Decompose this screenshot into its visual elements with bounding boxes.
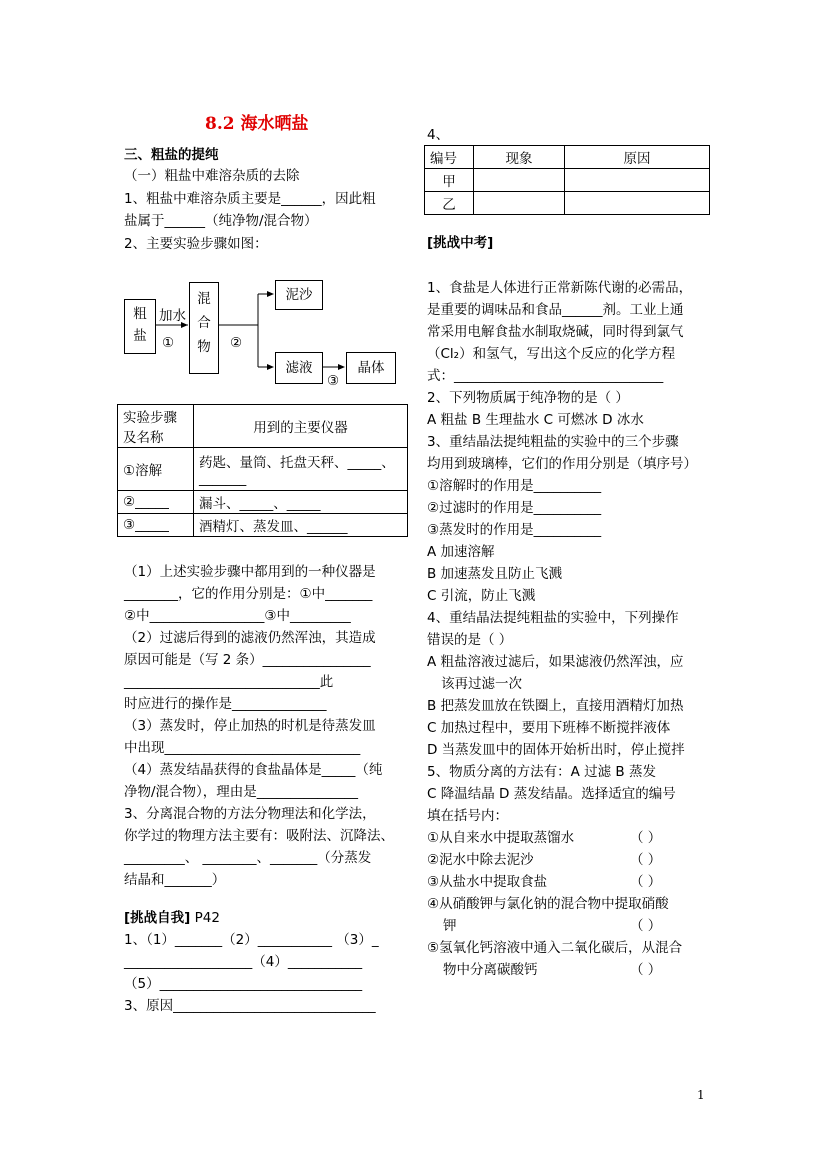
exam-q2-options: A 粗盐 B 生理盐水 C 可燃冰 D 冰水 — [427, 412, 644, 428]
table-cell — [565, 192, 710, 215]
exam-q5-item-5-line-2: 物中分离碳酸钙 — [443, 962, 538, 978]
table-row — [425, 192, 710, 215]
part-2-line-1: （2）过滤后得到的滤液仍然浑浊，其造成 — [124, 630, 376, 646]
exam-q5-item-4-line-1: ④从硝酸钾与氯化钠的混合物中提取硝酸 — [427, 896, 669, 912]
self-answer-line-2: ___________________（4）___________ — [124, 954, 363, 970]
exam-q4-option-c: C 加热过程中，要用下班棒不断搅拌液体 — [427, 720, 671, 736]
exam-q3-option-c: C 引流，防止飞溅 — [427, 588, 536, 604]
crude-salt-box — [124, 299, 156, 354]
table-cell — [474, 169, 565, 192]
table-header: 用到的主要仪器 — [194, 405, 408, 448]
part-1-line-1: （1）上述实验步骤中都用到的一种仪器是 — [124, 564, 376, 580]
table-header: 原因 — [565, 146, 710, 169]
self-answer-reason: 3、原因______________________________ — [124, 998, 376, 1014]
table-cell: 漏斗、_____、_____ — [194, 491, 408, 514]
part-1-line-3: ②中_________________③中_________ — [124, 608, 351, 624]
table-cell: 甲 — [425, 169, 474, 192]
step-3-label: ③ — [327, 373, 340, 389]
table-row — [118, 405, 408, 448]
exam-q5-line-2: C 降温结晶 D 蒸发结晶。选择适宜的编号 — [427, 786, 676, 802]
self-challenge-page: P42 — [194, 910, 220, 926]
exam-q4-option-a-2: 该再过滤一次 — [441, 676, 522, 692]
exam-q3-line-2: 均用到玻璃棒，它们的作用分别是（填序号） — [427, 456, 697, 472]
sand-box — [275, 280, 323, 310]
question-3-line-2: 你学过的物理方法主要有：吸附法、沉降法、 — [124, 828, 394, 844]
table-cell — [474, 192, 565, 215]
exam-q3-line-1: 3、重结晶法提纯粗盐的实验中的三个步骤 — [427, 434, 679, 450]
table-header: 实验步骤及名称 — [118, 405, 194, 448]
exam-q2: 2、下列物质属于纯净物的是（ ） — [427, 390, 629, 406]
table-row — [425, 146, 710, 169]
exam-q4-option-b: B 把蒸发皿放在铁圈上，直接用酒精灯加热 — [427, 698, 684, 714]
exam-q5-item-2: ②泥水中除去泥沙 — [427, 852, 534, 868]
mixture-label: 混合物 — [197, 291, 211, 355]
exam-q5-item-3: ③从盐水中提取食盐 — [427, 874, 548, 890]
exam-q4-line-2: 错误的是（ ） — [427, 632, 513, 648]
question-3-line-1: 3、分离混合物的方法分物理法和化学法， — [124, 806, 376, 822]
sand-label: 泥沙 — [285, 287, 313, 303]
table-cell: 药匙、量筒、托盘天秤、_____、_______ — [194, 448, 408, 491]
exam-q1-line-1: 1、食盐是人体进行正常新陈代谢的必需品， — [427, 280, 693, 296]
table-cell: 乙 — [425, 192, 474, 215]
answer-paren: （ ） — [630, 874, 662, 890]
answer-paren: （ ） — [630, 830, 662, 846]
exam-q3-line-3: ①溶解时的作用是__________ — [427, 478, 602, 494]
exam-q3-option-b: B 加速蒸发且防止飞溅 — [427, 566, 563, 582]
exam-q1-line-3: 常采用电解食盐水制取烧碱，同时得到氯气 — [427, 324, 684, 340]
exam-q5-item-5-line-1: ⑤氢氧化钙溶液中通入二氧化碳后，从混合 — [427, 940, 683, 956]
crystal-box — [346, 352, 396, 384]
exam-q4-option-a-1: A 粗盐溶液过滤后，如果滤液仍然浑浊，应 — [427, 654, 684, 670]
table-header: 现象 — [474, 146, 565, 169]
subsection-heading: （一）粗盐中难溶杂质的去除 — [124, 168, 300, 184]
question-4-label: 4、 — [427, 127, 450, 143]
self-challenge-heading — [124, 909, 220, 927]
question-2: 2、主要实验步骤如图： — [124, 236, 268, 252]
filtrate-label: 滤液 — [285, 360, 313, 376]
table-cell — [565, 169, 710, 192]
table-cell: 酒精灯、蒸发皿、______ — [194, 514, 408, 537]
question-3-line-3: _________、 ________、_______（分蒸发 — [124, 850, 372, 866]
answer-paren: （ ） — [630, 852, 662, 868]
exam-q1-line-5: 式：_______________________________ — [427, 368, 664, 384]
page-title: 8.2 海水晒盐 — [205, 114, 309, 134]
table-row — [118, 448, 408, 491]
table-cell: ①溶解 — [118, 448, 194, 491]
part-3-line-2: 中出现_____________________________ — [124, 740, 361, 756]
table-header: 编号 — [425, 146, 474, 169]
page-number: 1 — [697, 1088, 705, 1102]
exam-q3-option-a: A 加速溶解 — [427, 544, 495, 560]
answer-paren: （ ） — [630, 962, 662, 978]
exam-q3-line-4: ②过滤时的作用是__________ — [427, 500, 602, 516]
self-answer-line-1: 1、（1）_______（2）___________ （3）_ — [124, 932, 379, 948]
question-1-line-2: 盐属于______（纯净物/混合物） — [124, 213, 318, 229]
exam-q5-item-1: ①从自来水中提取蒸馏水 — [427, 830, 575, 846]
steps-table — [117, 404, 408, 537]
step-2-label: ② — [230, 335, 243, 351]
answer-paren: （ ） — [630, 918, 662, 934]
table-row — [425, 169, 710, 192]
exam-q3-line-5: ③蒸发时的作用是__________ — [427, 522, 602, 538]
table-row — [118, 491, 408, 514]
self-challenge-title: [挑战自我] — [124, 910, 191, 926]
question-1-line-1: 1、粗盐中难溶杂质主要是______，因此粗 — [124, 191, 376, 207]
step-1-label: ① — [162, 335, 175, 351]
table-row — [118, 514, 408, 537]
exam-q4-option-d: D 当蒸发皿中的固体开始析出时，停止搅拌 — [427, 742, 685, 758]
exam-q5-line-1: 5、物质分离的方法有：A 过滤 B 蒸发 — [427, 764, 656, 780]
filtrate-box — [275, 352, 323, 384]
exam-q4-line-1: 4、重结晶法提纯粗盐的实验中，下列操作 — [427, 610, 679, 626]
part-2-line-2: 原因可能是（写 2 条）________________ — [124, 652, 371, 668]
exam-challenge-heading: [挑战中考] — [427, 235, 494, 251]
exam-q5-item-4-line-2: 钾 — [443, 918, 457, 934]
part-1-line-2: ________，它的作用分别是：①中_______ — [124, 586, 373, 602]
section-heading: 三、粗盐的提纯 — [124, 147, 219, 163]
table-cell: ②_____ — [118, 491, 194, 514]
mixture-box — [189, 282, 219, 374]
part-4-line-2: 净物/混合物），理由是_______________ — [124, 784, 359, 800]
exam-q1-line-2: 是重要的调味品和食品______剂。工业上通 — [427, 302, 684, 318]
crude-salt-label: 粗盐 — [133, 306, 147, 344]
part-3-line-1: （3）蒸发时，停止加热的时机是待蒸发皿 — [124, 718, 376, 734]
part-2-line-4: 时应进行的操作是______________ — [124, 696, 327, 712]
self-answer-line-3: （5）______________________________ — [124, 976, 363, 992]
add-water-label: 加水 — [159, 308, 186, 324]
crystal-label: 晶体 — [357, 360, 385, 376]
observation-table — [424, 145, 710, 215]
part-2-line-3: _____________________________此 — [124, 674, 334, 690]
question-3-line-4: 结晶和_______） — [124, 872, 226, 888]
part-4-line-1: （4）蒸发结晶获得的食盐晶体是_____（纯 — [124, 762, 383, 778]
exam-q1-line-4: （Cl₂）和氢气，写出这个反应的化学方程 — [427, 346, 676, 362]
exam-q5-line-3: 填在括号内： — [427, 808, 508, 824]
table-cell: ③_____ — [118, 514, 194, 537]
